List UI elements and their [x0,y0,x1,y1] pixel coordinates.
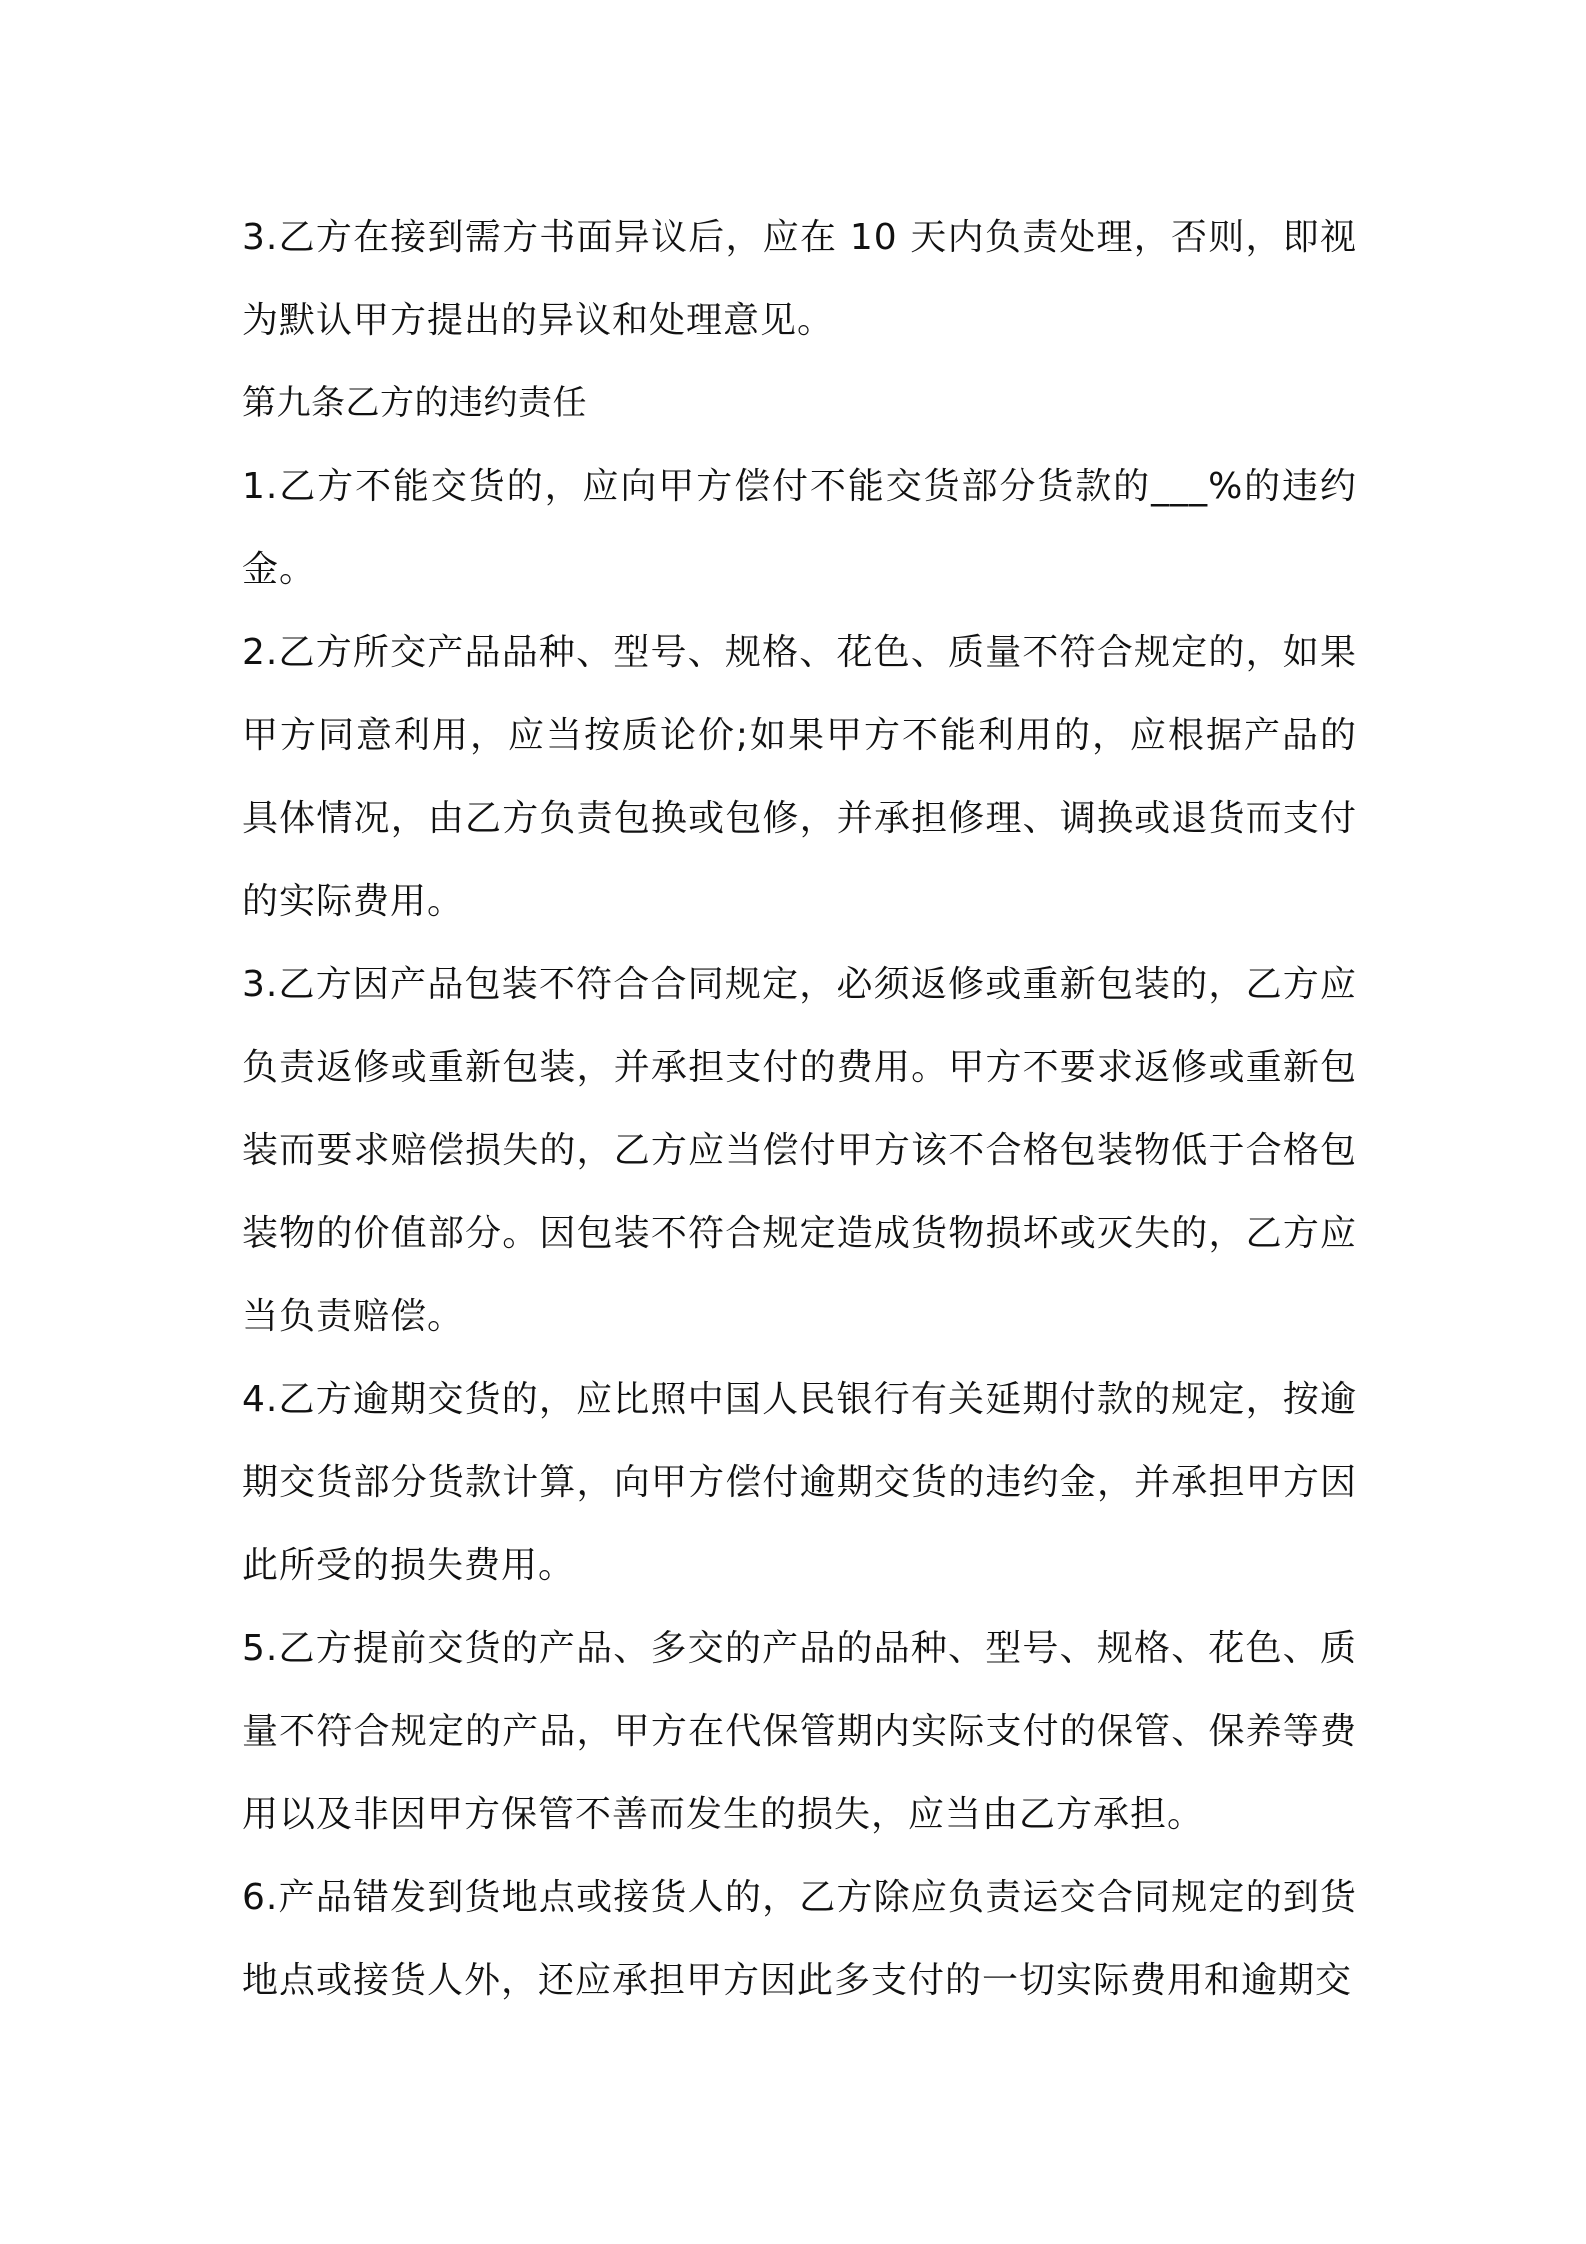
article-heading: 第九条乙方的违约责任 [242,383,587,423]
clause-paragraph: 6.产品错发到货地点或接货人的，乙方除应负责运交合同规定的到货地点或接货人外，还应承担甲方因此多支付的一切实际费用和逾期交 [242,1877,1357,2001]
clause-paragraph: 1.乙方不能交货的，应向甲方偿付不能交货部分货款的___%的违约金。 [242,466,1357,590]
document-page [242,196,1357,2022]
clause-paragraph: 4.乙方逾期交货的，应比照中国人民银行有关延期付款的规定，按逾期交货部分货款计算，向甲方偿付逾期交货的违约金，并承担甲方因此所受的损失费用。 [242,1379,1357,1586]
clause-paragraph: 3.乙方因产品包装不符合合同规定，必须返修或重新包装的，乙方应负责返修或重新包装，并承担支付的费用。甲方不要求返修或重新包装而要求赔偿损失的，乙方应当偿付甲方该不合格包装物低于合格包装物的价值部分。因包装不符合规定造成货物损坏或灭失的，乙方应当负责赔偿。 [242,964,1357,1337]
clause-paragraph: 2.乙方所交产品品种、型号、规格、花色、质量不符合规定的，如果甲方同意利用，应当按质论价;如果甲方不能利用的，应根据产品的具体情况，由乙方负责包换或包修，并承担修理、调换或退货而支付的实际费用。 [242,632,1357,922]
clause-paragraph: 5.乙方提前交货的产品、多交的产品的品种、型号、规格、花色、质量不符合规定的产品，甲方在代保管期内实际支付的保管、保养等费用以及非因甲方保管不善而发生的损失，应当由乙方承担。 [242,1628,1357,1835]
clause-paragraph: 3.乙方在接到需方书面异议后，应在 10 天内负责处理，否则，即视为默认甲方提出的异议和处理意见。 [242,217,1357,341]
